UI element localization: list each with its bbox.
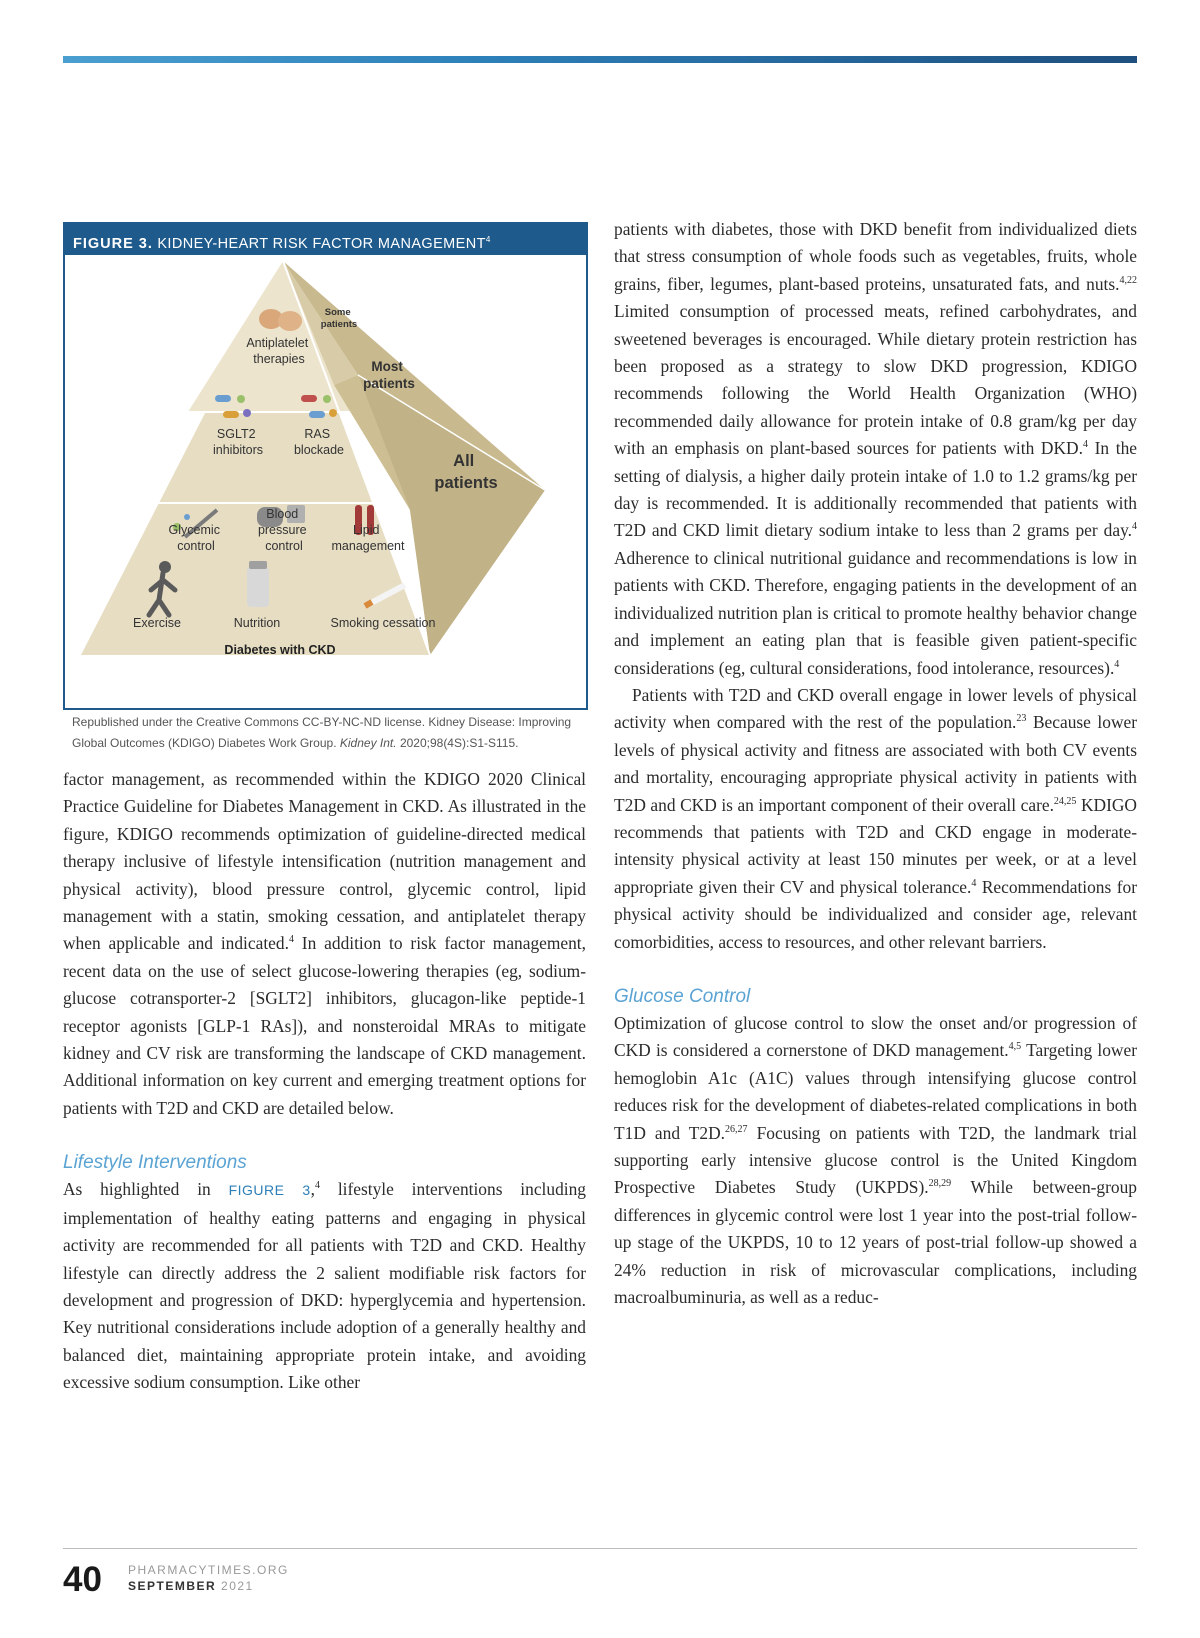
svg-text:Glycemic control: Glycemic control — [168, 523, 220, 553]
body-paragraph: Optimization of glucose control to slow the onset and/or progression of CKD is considered a cornerstone of DKD management.$^{4,5}$ Targeting lower hemoglobin A1c (A1C) values through intensifying glucose control reduces risk for the development of diabetes-related complications in both T1D and T2D.$^{26,27}$ Focusing on patients with T2D, the landmark trial supporting early intensive glucose control is the United Kingdom Prospective Diabetes Study (UKPDS).$^{28,29}$ While between-group differences in glycemic control were lost 1 year into the post-trial follow-up stage of the UKPDS, 10 to 12 years of post-trial follow-up showed a 24% reduction in risk of microvascular complications, including macroalbuminuria, as well as a reduc- — [614, 1012, 1137, 1308]
svg-text:Blood pressure con: Blood pressure control — [257, 507, 307, 553]
footer-issue-date: SEPTEMBER 2021 — [128, 1579, 254, 1593]
risk-factor-pyramid — [65, 255, 586, 685]
section-heading: Glucose Control — [614, 985, 751, 1007]
glycemic-label: Glycemic — [168, 523, 220, 537]
salt-shaker-icon — [247, 561, 269, 607]
figure-title: FIGURE 3. KIDNEY-HEART RISK FACTOR MANAGEMENT$^4$ — [65, 224, 586, 255]
tier-most-label: Most — [371, 359, 403, 374]
lipid-label: Lipid — [353, 523, 380, 537]
body-paragraph: As highlighted in FIGURE 3,$^4$ lifestyle interventions including implementation of healthy eating patterns and engaging in physical activity are recommended for all patients with T2D and CKD. Healthy lifestyle can directly address the 2 salient modifiable risk factors for development and progression of DKD: hyperglycemia and hypertension. Key nutritional considerations include adoption of a generally healthy and balanced diet, maintaining appropriate protein intake, and avoiding excessive sodium consumption. Like other — [63, 1179, 586, 1393]
figure-reference-link[interactable]: FIGURE 3 — [228, 1182, 311, 1199]
smoking-label: Smoking cessation — [330, 616, 436, 630]
svg-text:SGLT2 inhibitors: SGLT2 inhibitors — [212, 427, 264, 457]
tier-all-label: All — [453, 452, 475, 470]
exercise-label: Exercise — [133, 616, 181, 630]
top-accent-bar — [63, 56, 1137, 63]
svg-text:RAS blockade: RAS blockade — [293, 427, 345, 457]
svg-text:All patients: All patients — [434, 452, 498, 492]
section-heading: Lifestyle Interventions — [63, 1152, 247, 1174]
figure-3 — [63, 222, 588, 710]
svg-text:Antiplatelet therapies: Antiplatelet therapies — [246, 336, 309, 366]
svg-text:Lipid management: Lipid management — [331, 523, 405, 553]
svg-text:Some patients: Some patients — [320, 307, 358, 330]
tier-some-label: Some — [324, 307, 351, 318]
right-column — [614, 216, 1137, 1311]
body-paragraph: Patients with T2D and CKD overall engage in lower levels of physical activity when compared with the rest of the population.$^{23}$ Because lower levels of physical activity and fitness are associated with both CV events and mortality, encouraging appropriate physical activity in patients with T2D and CKD is an important component of their overall care.$^{24,25}$ KDIGO recommends that patients with T2D and CKD engage in moderate-intensity physical activity at least 150 minutes per week, or at a level appropriate given their CV and physical tolerance.$^4$ Recommendations for physical activity should be individualized and consider age, relevant comorbidities, access to resources, and other relevant barriers. — [614, 684, 1138, 952]
pyramid-base-label: Diabetes with CKD — [224, 643, 336, 657]
footer-site: PHARMACYTIMES.ORG — [128, 1563, 289, 1577]
body-paragraph: patients with diabetes, those with DKD benefit from individualized diets that stress consumption of whole foods such as vegetables, fruits, whole grains, fiber, legumes, plant-based proteins, unsaturated fats, and nuts.$^{4,22}$ Limited consumption of processed meats, refined carbohydrates, and sweetened beverages is encouraged. While dietary protein restriction has been proposed as a strategy to slow DKD progression, KDIGO recommends following the World Health Organization (WHO) recommended daily allowance for protein intake of 0.8 gram/kg per day with an emphasis on plant-based sources for patients with DKD.$^4$ In the setting of dialysis, a higher daily protein intake of 1.0 to 1.2 grams/kg per day is recommended. It is additionally recommended that patients with T2D and CKD limit dietary sodium intake to less than 2 grams per day.$^4$ Adherence to clinical nutritional guidance and recommendations is low in patients with CKD. Therefore, engaging patients in the development of an individualized nutrition plan is critical to promote healthy behavior change and implement an eating plan that is feasible given patient-specific considerations (eg, cultural considerations, food intolerance, resources).$^4$ — [614, 219, 1137, 678]
blood-pressure-label: Blood — [266, 507, 299, 521]
antiplatelet-label: Antiplatelet — [246, 336, 309, 350]
left-column — [63, 766, 586, 1397]
nutrition-label: Nutrition — [233, 616, 281, 630]
footer-divider — [63, 1548, 1137, 1549]
figure-caption: Republished under the Creative Commons CC-BY-NC-ND license. Kidney Disease: Improving Global Outcomes (KDIGO) Diabetes Work Group. Kidney Int. 2020;98(4S):S1-S115. — [72, 715, 572, 750]
page-number: 40 — [63, 1560, 102, 1599]
ras-label: RAS — [304, 427, 331, 441]
sglt2-label: SGLT2 — [216, 427, 256, 441]
body-paragraph: factor management, as recommended within the KDIGO 2020 Clinical Practice Guideline for Diabetes Management in CKD. As illustrated in the figure, KDIGO recommends optimization of guideline-directed medical therapy inclusive of lifestyle intensification (nutrition management and physical activity), blood pressure control, glycemic control, lipid management with a statin, smoking cessation, and antiplatelet therapy when applicable and indicated.$^4$ In addition to risk factor management, recent data on the use of select glucose-lowering therapies (eg, sodium-glucose cotransporter-2 [SGLT2] inhibitors, glucagon-like peptide-1 receptor agonists [GLP-1 RAs]), and nonsteroidal MRAs to mitigate kidney and CV risk are transforming the landscape of CKD management. Additional information on key current and emerging treatment options for patients with T2D and CKD are detailed below. — [63, 769, 586, 1118]
svg-text:Most patients: Most patients — [363, 359, 415, 391]
